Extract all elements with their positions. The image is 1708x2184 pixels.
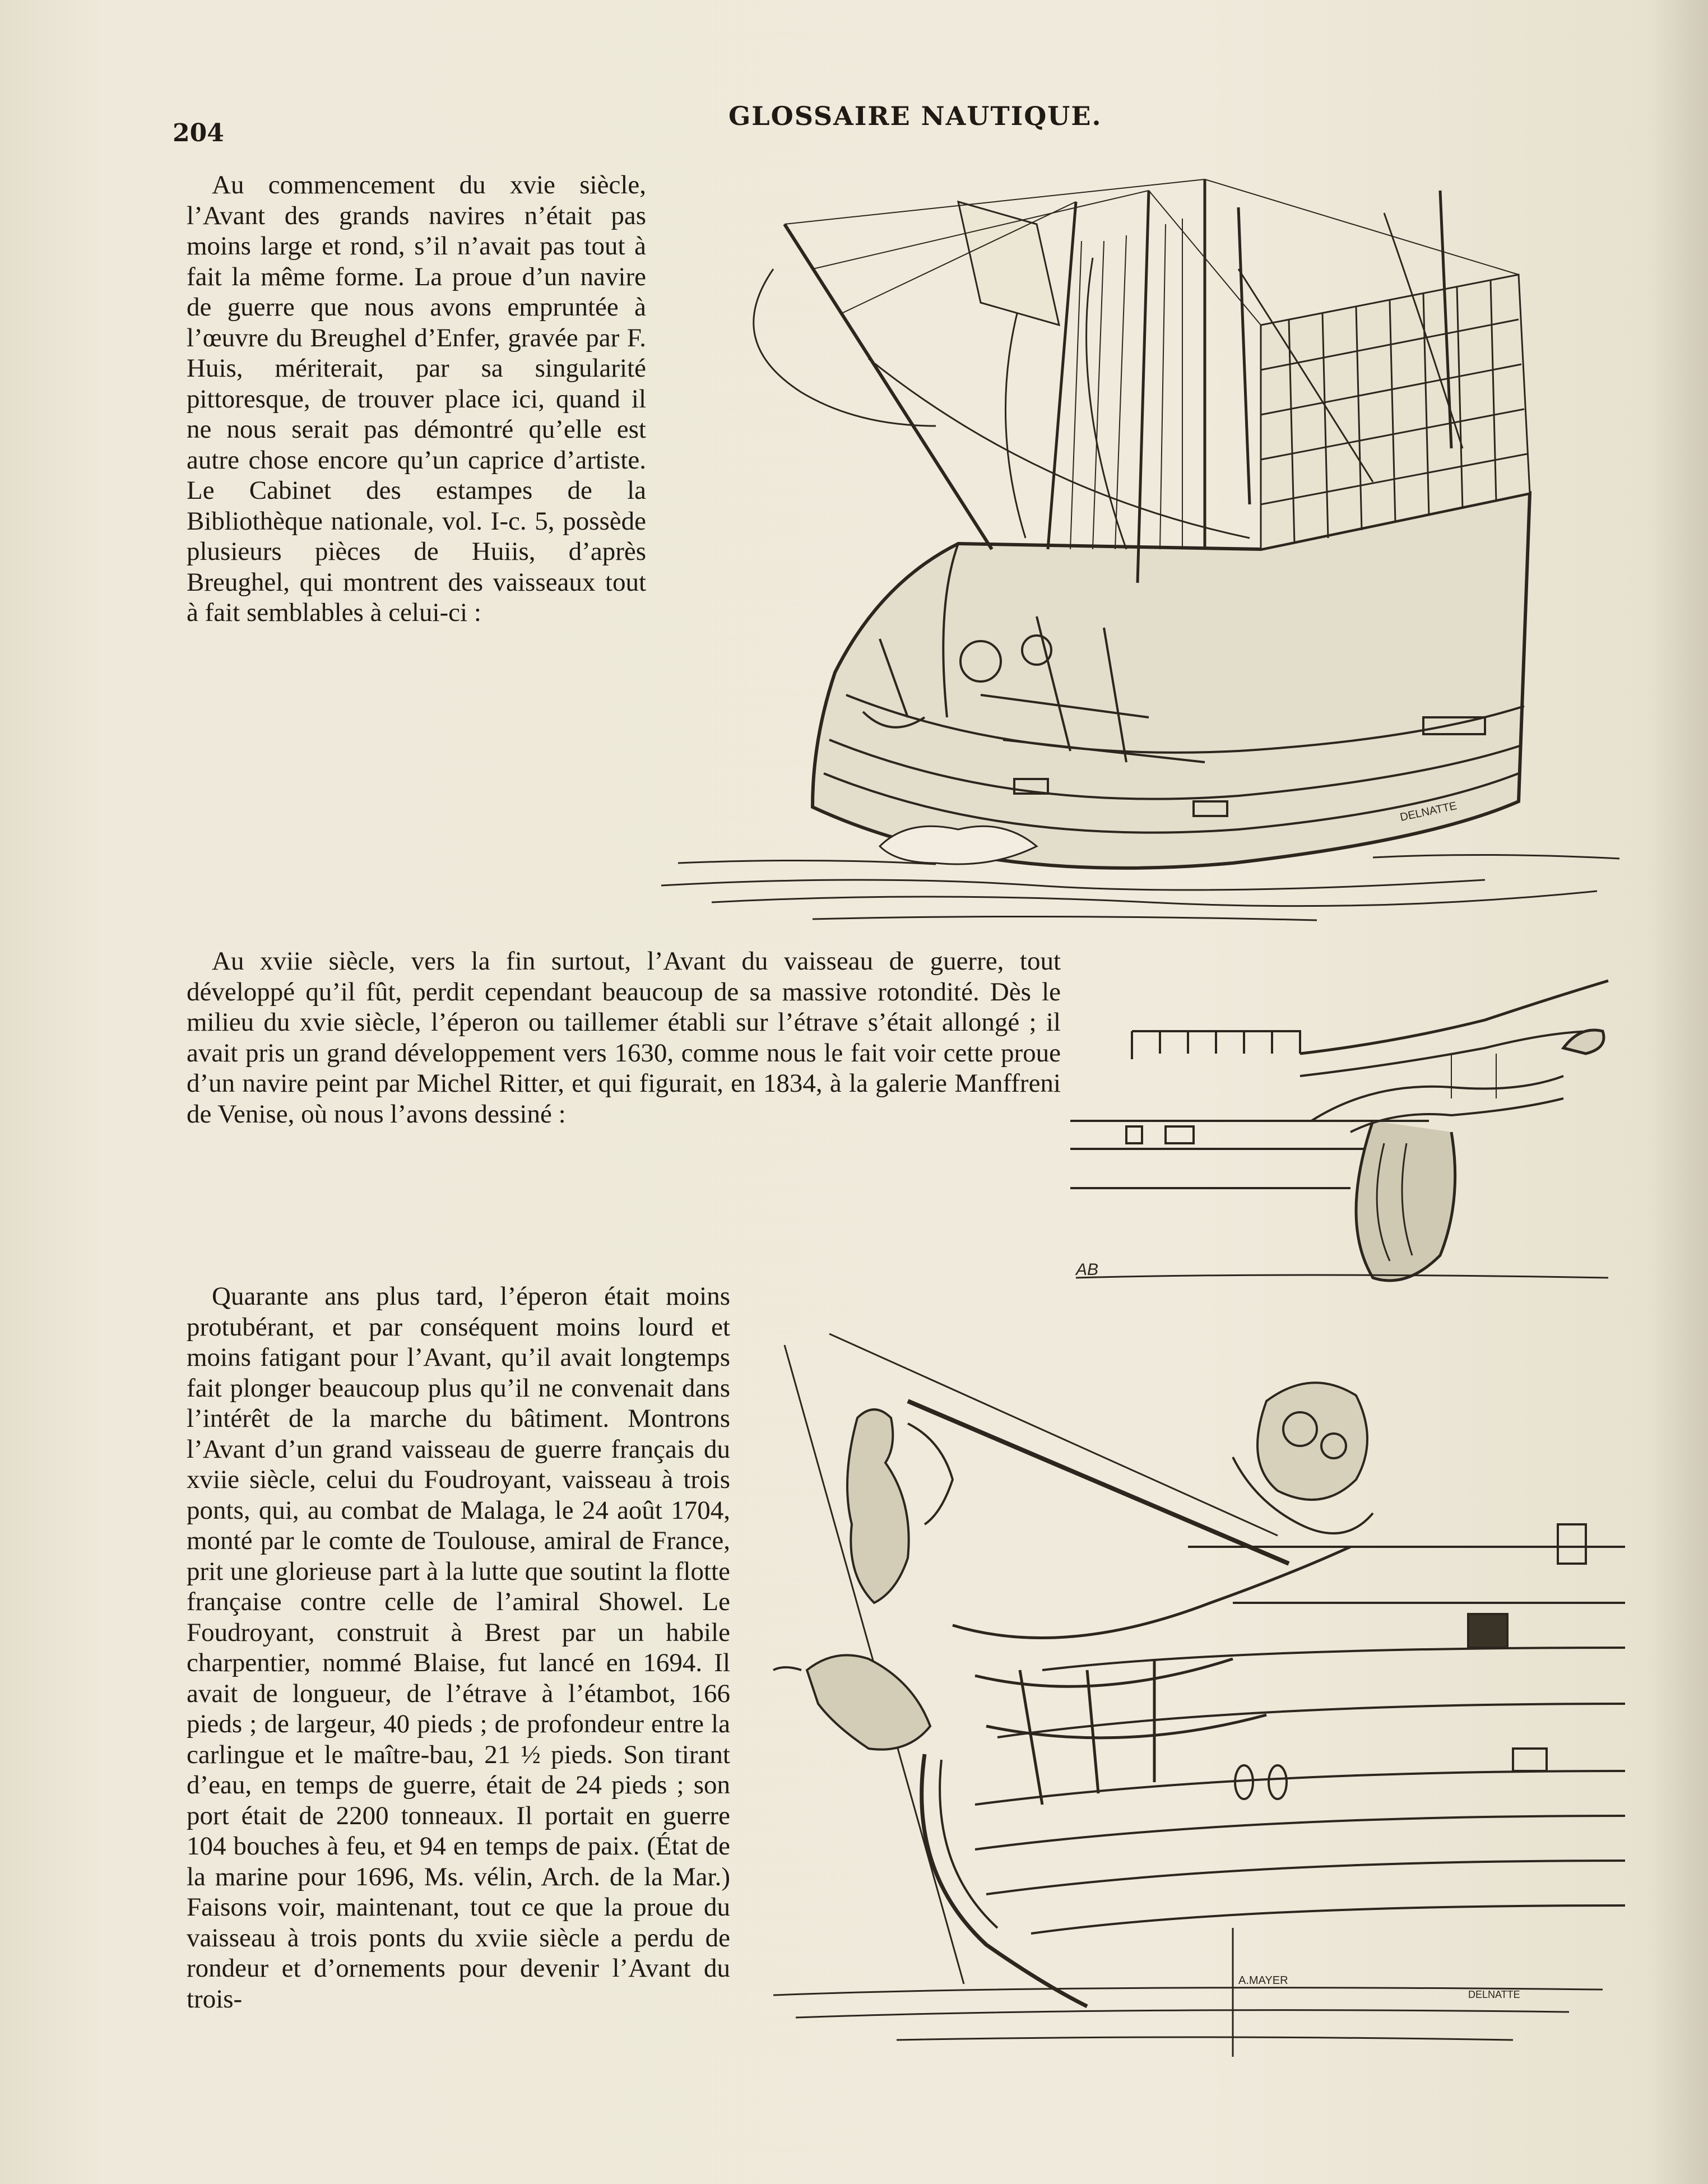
fig3-signature-left: A.MAYER <box>1238 1974 1288 1987</box>
fig1-bowsprit <box>785 224 992 549</box>
fig2-headrail <box>1300 981 1608 1054</box>
fig3-stem <box>922 1754 1087 2006</box>
paragraph-3: Quarante ans plus tard, l’éperon était moins protubérant, et par conséquent moins lourd et moins fatigant pour l’Avant, qu’il avait longtemps fait plonger beaucoup plus qu’il ne convenait dans l’intérêt de la marche du bâtiment. Montrons l’Avant d’un grand vaisseau de guerre français du xviie siècle, celui du Foudroyant, vaisseau à trois ponts, qui, au combat de Malaga, le 24 août 1704, monté par le comte de Toulouse, amiral de France, prit une glorieuse part à la lutte que soutint la flotte française contre celle de l’amiral Showel. Le Foudroyant, construit à Brest par un habile charpentier, nommé Blaise, fut lancé en 1694. Il avait de longueur, de l’étrave à l’étambot, 166 pieds ; de largeur, 40 pieds ; de profondeur entre la carlingue et le maître-bau, 21 ½ pieds. Son tirant d’eau, en temps de guerre, était de 24 pieds ; son port était de 2200 tonneaux. Il portait en guerre 104 bouches à feu, et 94 en temps de paix. (État de la marine pour 1696, Ms. vélin, Arch. de la Mar.) Faisons voir, maintenant, tout ce que la proue du vaisseau à trois ponts du xviie siècle a perdu de rondeur et d’ornements pour devenir l’Avant du trois- <box>187 1282 730 2014</box>
fig3-figurehead <box>773 1409 953 1750</box>
paragraph-1: Au commencement du xvie siècle, l’Avant des grands navires n’était pas moins large et rond, s’il n’avait pas tout à fait la même forme. La proue d’un navire de guerre que nous avons empruntée à l’œuvre du Breughel d’Enfer, gravée par F. Huis, mériterait, par sa singularité pittoresque, de trouver place ici, quand il ne nous serait pas démontré qu’elle est autre chose encore qu’un caprice d’artiste. Le Cabinet des estampes de la Bibliothèque nationale, vol. I-c. 5, possède plusieurs pièces de Huiis, d’après Breughel, qui montrent des vaisseaux tout à fait semblables à celui-ci : <box>187 170 646 627</box>
running-title: GLOSSAIRE NAUTIQUE. <box>728 101 1102 131</box>
fig3-gunports <box>1235 1524 1586 1799</box>
page-number: 204 <box>173 119 224 147</box>
page-gutter-shadow <box>1646 0 1708 2184</box>
fig2-signature: AB <box>1076 1260 1099 1279</box>
fig1-signature: DELNATTE <box>1399 799 1458 824</box>
fig3-cathead-ornament <box>1233 1383 1373 1533</box>
fig3-bowsprit <box>908 1401 1289 1564</box>
fig3-headrails <box>953 1547 1350 1805</box>
figure-ritter-prow <box>1059 964 1625 1295</box>
paragraph-2: Au xviie siècle, vers la fin surtout, l’Avant du vaisseau de guerre, tout développé qu’il fût, perdit cependant beaucoup de sa massive rotondité. Dès le milieu du xvie siècle, l’éperon ou taillemer établi sur l’étrave s’était allongé ; il avait pris un grand développement vers 1630, comme nous le fait voir cette proue d’un navire peint par Michel Ritter, et qui figurait, en 1834, à la galerie Manffreni de Venise, où nous l’avons dessiné : <box>187 947 1061 1129</box>
fig3-signature-right: DELNATTE <box>1468 1989 1520 2000</box>
fig2-port <box>1166 1126 1194 1143</box>
fig3-hull-planking <box>975 1547 1625 1933</box>
figure-foudroyant-bow <box>728 1311 1631 2062</box>
figure-breughel-ship <box>644 157 1631 936</box>
